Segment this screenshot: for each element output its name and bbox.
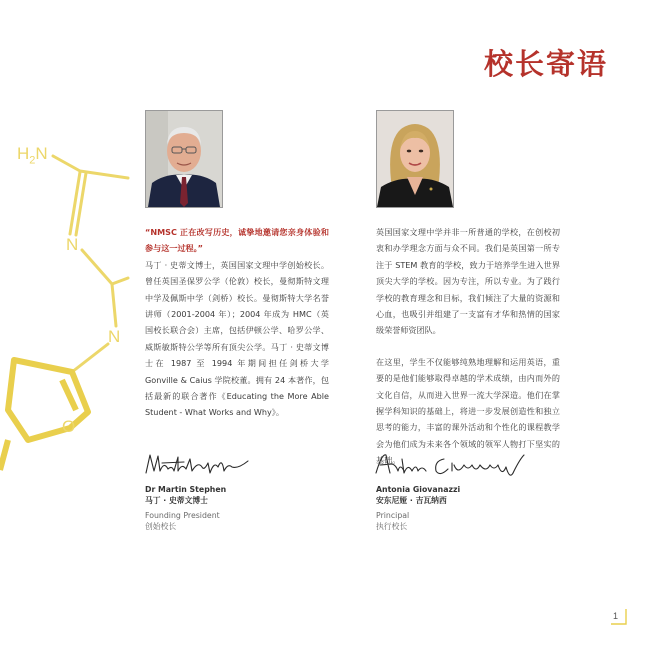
founder-quote: “NMSC 正在改写历史，诚挚地邀请您亲身体验和参与这一过程。”: [145, 227, 329, 254]
bond-n-diag: [82, 250, 112, 284]
nitrogen-label-2: N: [108, 327, 121, 346]
portrait-antonia-giovanazzi: [376, 110, 454, 208]
principal-signoff: [376, 484, 556, 532]
nitrogen-label-1: N: [66, 235, 79, 254]
principal-message: [376, 224, 560, 469]
h2n-label: $H_2N$: [17, 144, 48, 167]
principal-paragraph-2: 在这里，学生不仅能够纯熟地理解和运用英语，重要的是他们能够取得卓越的学术成绩，由内而外的文化自信，从而进入世界一流大学深造。他们在掌握学科知识的基础上，将进一步发展创造性和独立思考的能力，丰富的课外活动和个性化的课程教学会为他们成为未来各个领域的领军人物打下坚实的基础。: [376, 356, 560, 466]
furan-ring: [8, 360, 88, 440]
bond-h2n: [53, 156, 80, 171]
portrait-man-photo: [146, 111, 222, 207]
founder-signoff: [145, 484, 325, 532]
principal-name: Antonia Giovanazzi: [376, 485, 461, 494]
principal-paragraph-1: 英国国家文理中学并非一所普通的学校，在创校初衷和办学理念方面与众不同。我们是英国第一所专注于 STEM 教育的学校，致力于培养学生进入世界顶尖大学的学校。因为专注，所以专业。为了践行学校的教育理念和目标，我们倾注了大量的资源和心血，也吸引并组建了一支富有才华和热情的国家级荣誉师资团队。: [376, 227, 560, 336]
portrait-martin-stephen: [145, 110, 223, 208]
principal-role-zh: 执行校长: [376, 522, 408, 531]
founder-name: Dr Martin Stephen: [145, 485, 227, 494]
founder-bio: 马丁 · 史蒂文博士，英国国家文理中学创始校长。曾任英国圣保罗公学（伦敦）校长，曼彻斯特文理中学及佩斯中学（剑桥）校长。曼彻斯特大学名誉讲师（2001-2004 年）；2004 年成为 HMC（英国校长联合会）主席，包括伊顿公学、哈罗公学、威斯敏斯特公学等所有顶尖公学。马丁 · 史蒂文博士在 1987 至 1994 年期间担任剑桥大学 Gonville & Caius 学院校董。拥有 24 本著作，包括最新的联合著作《Educating the More Able Student - What Works and Why》。: [145, 259, 329, 418]
furan-tail: [0, 440, 8, 470]
bond-n-lower: [72, 344, 108, 372]
founder-name-zh: 马丁 · 史蒂文博士: [145, 496, 208, 505]
signature-antonia-giovanazzi: [374, 447, 530, 481]
oxygen-label: O: [62, 417, 76, 436]
signature-martin-stephen: [144, 447, 250, 481]
founder-role-zh: 创始校长: [145, 522, 177, 531]
founder-message: [145, 224, 329, 421]
portrait-woman-photo: [377, 111, 453, 207]
principal-role: Principal: [376, 511, 410, 520]
page-number-label: 1: [613, 611, 619, 621]
founder-role: Founding President: [145, 511, 220, 520]
page-number: [610, 608, 628, 626]
page-title: 校长寄语: [483, 47, 608, 81]
bond-vertical: [112, 284, 116, 326]
principal-name-zh: 安东尼娅 · 吉瓦纳西: [376, 496, 447, 505]
bond-right-stub: [112, 278, 128, 284]
